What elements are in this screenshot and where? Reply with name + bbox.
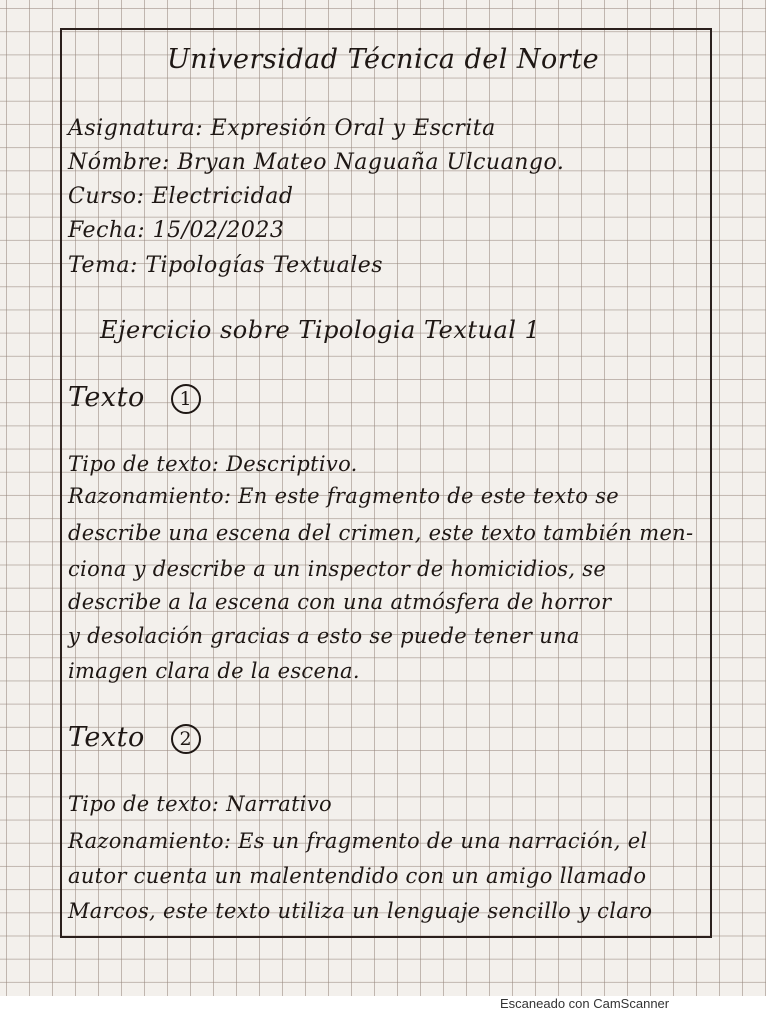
exercise-title: Ejercicio sobre Tipologia Textual 1 — [100, 316, 541, 344]
text-2-tipo: Tipo de texto: Narrativo — [68, 792, 332, 816]
scanner-watermark: Escaneado con CamScanner — [500, 996, 670, 1011]
text-2-razonamiento-line: Razonamiento: Es un fragmento de una narración, el — [68, 829, 648, 853]
university-title: Universidad Técnica del Norte — [166, 44, 600, 75]
tema-line: Tema: Tipologías Textuales — [68, 253, 384, 278]
text-2-razonamiento-line: autor cuenta un malentendido con un amigo llamado — [68, 864, 647, 888]
page-border-top — [60, 28, 712, 30]
text-1-razonamiento-line: ciona y describe a un inspector de homicidios, se — [68, 557, 607, 581]
page-border-bottom — [60, 936, 712, 938]
text-1-razonamiento-line: y desolación gracias a esto se puede tener una — [68, 624, 580, 648]
text-2-razonamiento-line: Marcos, este texto utiliza un lenguaje sencillo y claro — [68, 899, 653, 923]
text-1-razonamiento-line: describe a la escena con una atmósfera de horror — [68, 590, 612, 614]
text-2-label: Texto — [68, 722, 145, 753]
page-border-left — [60, 28, 62, 938]
text-1-razonamiento-line: Razonamiento: En este fragmento de este texto se — [68, 484, 620, 508]
text-1-razonamiento-line: describe una escena del crimen, este texto también men- — [68, 521, 694, 545]
curso-line: Curso: Electricidad — [68, 184, 294, 209]
fecha-line: Fecha: 15/02/2023 — [68, 218, 285, 243]
text-2-number-circle: 2 — [171, 724, 201, 754]
text-1-label: Texto — [68, 382, 145, 413]
asignatura-line: Asignatura: Expresión Oral y Escrita — [68, 116, 496, 141]
text-2-heading — [68, 722, 758, 754]
text-1-heading — [68, 382, 758, 414]
text-1-number-circle: 1 — [171, 384, 201, 414]
text-1-razonamiento-line: imagen clara de la escena. — [68, 659, 360, 683]
text-1-tipo: Tipo de texto: Descriptivo. — [68, 452, 358, 476]
nombre-line: Nómbre: Bryan Mateo Naguaña Ulcuango. — [68, 150, 565, 175]
